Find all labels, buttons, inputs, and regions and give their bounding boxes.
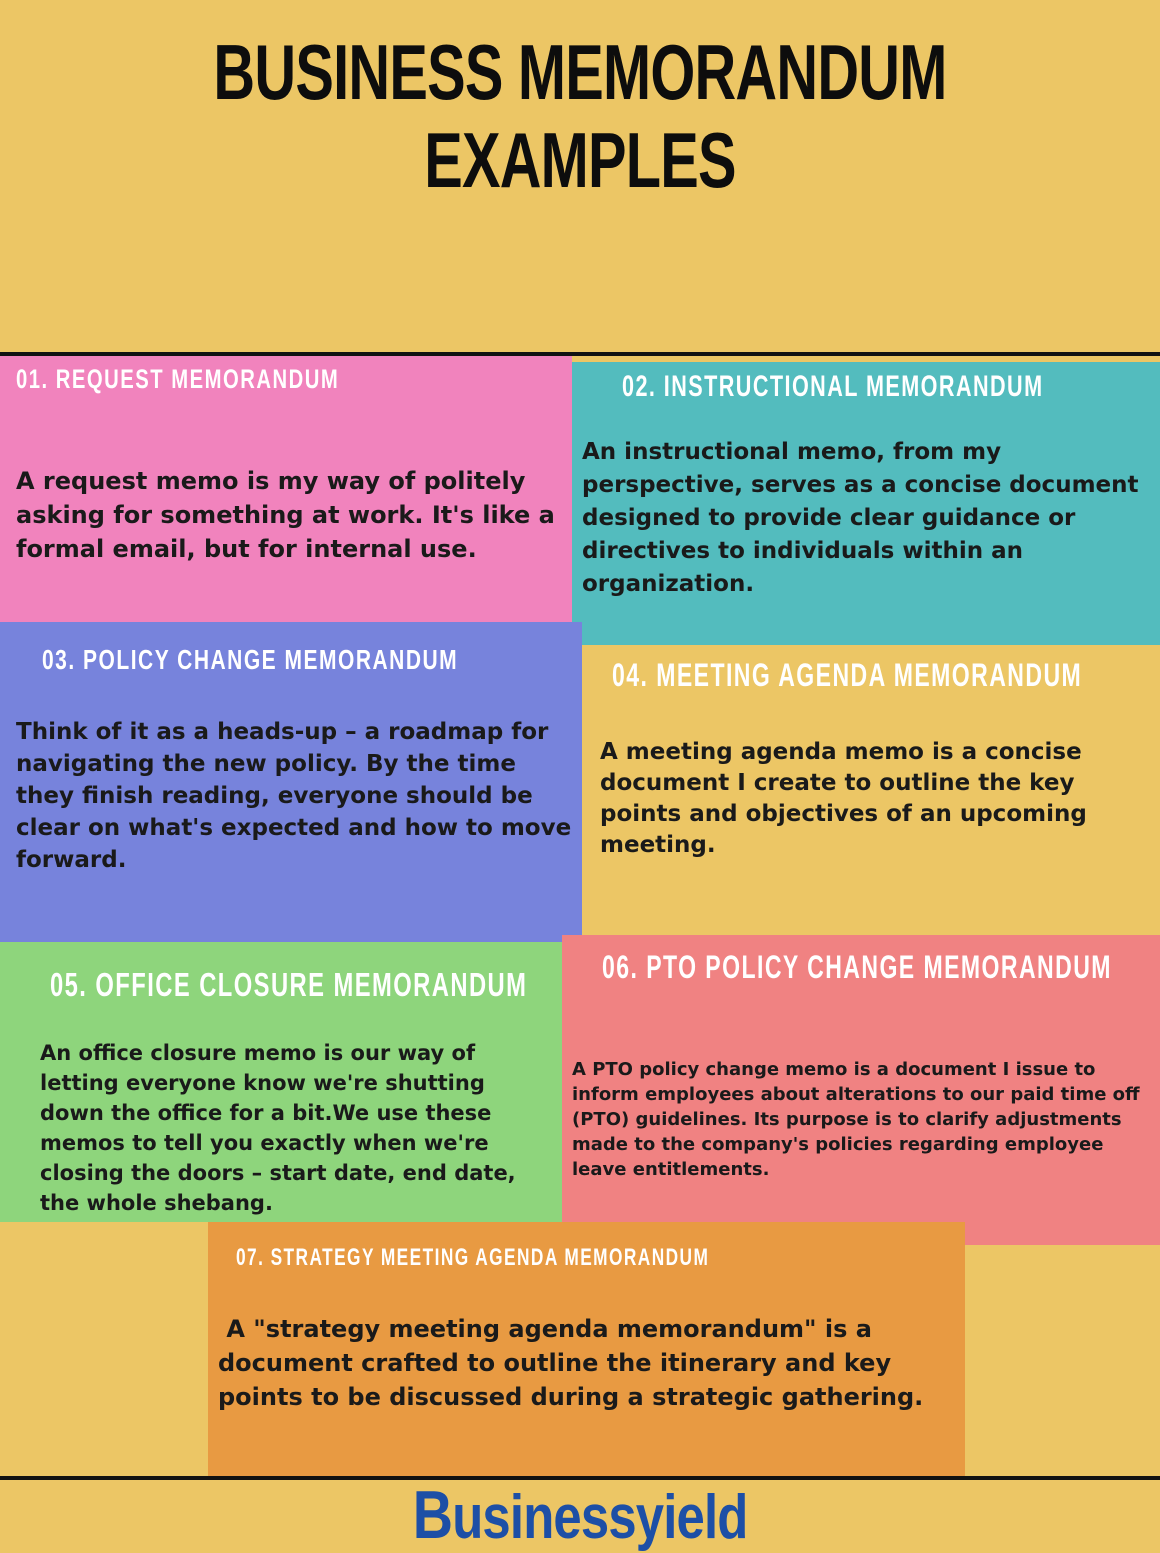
section-request-memorandum xyxy=(0,356,572,624)
section-meeting-agenda-memorandum xyxy=(582,645,1160,935)
title-line-1: BUSINESS MEMORANDUM xyxy=(213,28,947,116)
section-text: An office closure memo is our way of letting everyone know we're shutting down the office for a bit.We use these memos to tell you exactly when we're closing the doors – start date, end date, the whole shebang. xyxy=(40,1041,516,1215)
section-heading: 06. PTO POLICY CHANGE MEMORANDUM xyxy=(602,949,1112,985)
title-line-2: EXAMPLES xyxy=(424,116,736,204)
section-heading: 01. REQUEST MEMORANDUM xyxy=(16,364,340,394)
section-text: An instructional memo, from my perspective, serves as a concise document designed to provide clear guidance or directives to individuals within an organization. xyxy=(582,439,1139,597)
brand-logo-text: usinessyield xyxy=(452,1483,748,1552)
section-strategy-meeting-agenda-memorandum xyxy=(208,1222,965,1478)
page-title xyxy=(151,28,1009,204)
section-heading: 03. POLICY CHANGE MEMORANDUM xyxy=(42,644,459,675)
section-text: A request memo is my way of politely asking for something at work. It's like a formal email, but for internal use. xyxy=(16,467,555,563)
section-policy-change-memorandum xyxy=(0,622,582,942)
section-text: Think of it as a heads-up – a roadmap for navigating the new policy. By the time they finish reading, everyone should be clear on what's expected and how to move forward. xyxy=(16,719,572,873)
section-heading: 02. INSTRUCTIONAL MEMORANDUM xyxy=(622,370,1044,403)
section-text: A "strategy meeting agenda memorandum" is a document crafted to outline the itinerary and key points to be discussed during a strategic gathering. xyxy=(218,1315,924,1411)
section-heading: 07. STRATEGY MEETING AGENDA MEMORANDUM xyxy=(236,1244,710,1271)
brand-logo-initial: B xyxy=(412,1477,453,1553)
section-instructional-memorandum xyxy=(572,362,1160,645)
section-text: A PTO policy change memo is a document I issue to inform employees about alterations to our paid time off (PTO) guidelines. Its purpose is to clarify adjustments made to the company's policies regarding employee leave entitlements. xyxy=(572,1059,1140,1180)
section-office-closure-memorandum xyxy=(0,942,562,1222)
bottom-divider xyxy=(0,1476,1160,1480)
section-text: A meeting agenda memo is a concise document I create to outline the key points and objectives of an upcoming meeting. xyxy=(600,739,1087,858)
section-pto-policy-change-memorandum xyxy=(562,935,1160,1245)
brand-logo xyxy=(0,1477,1160,1553)
section-heading: 05. OFFICE CLOSURE MEMORANDUM xyxy=(50,966,528,1003)
section-heading: 04. MEETING AGENDA MEMORANDUM xyxy=(612,657,1083,693)
